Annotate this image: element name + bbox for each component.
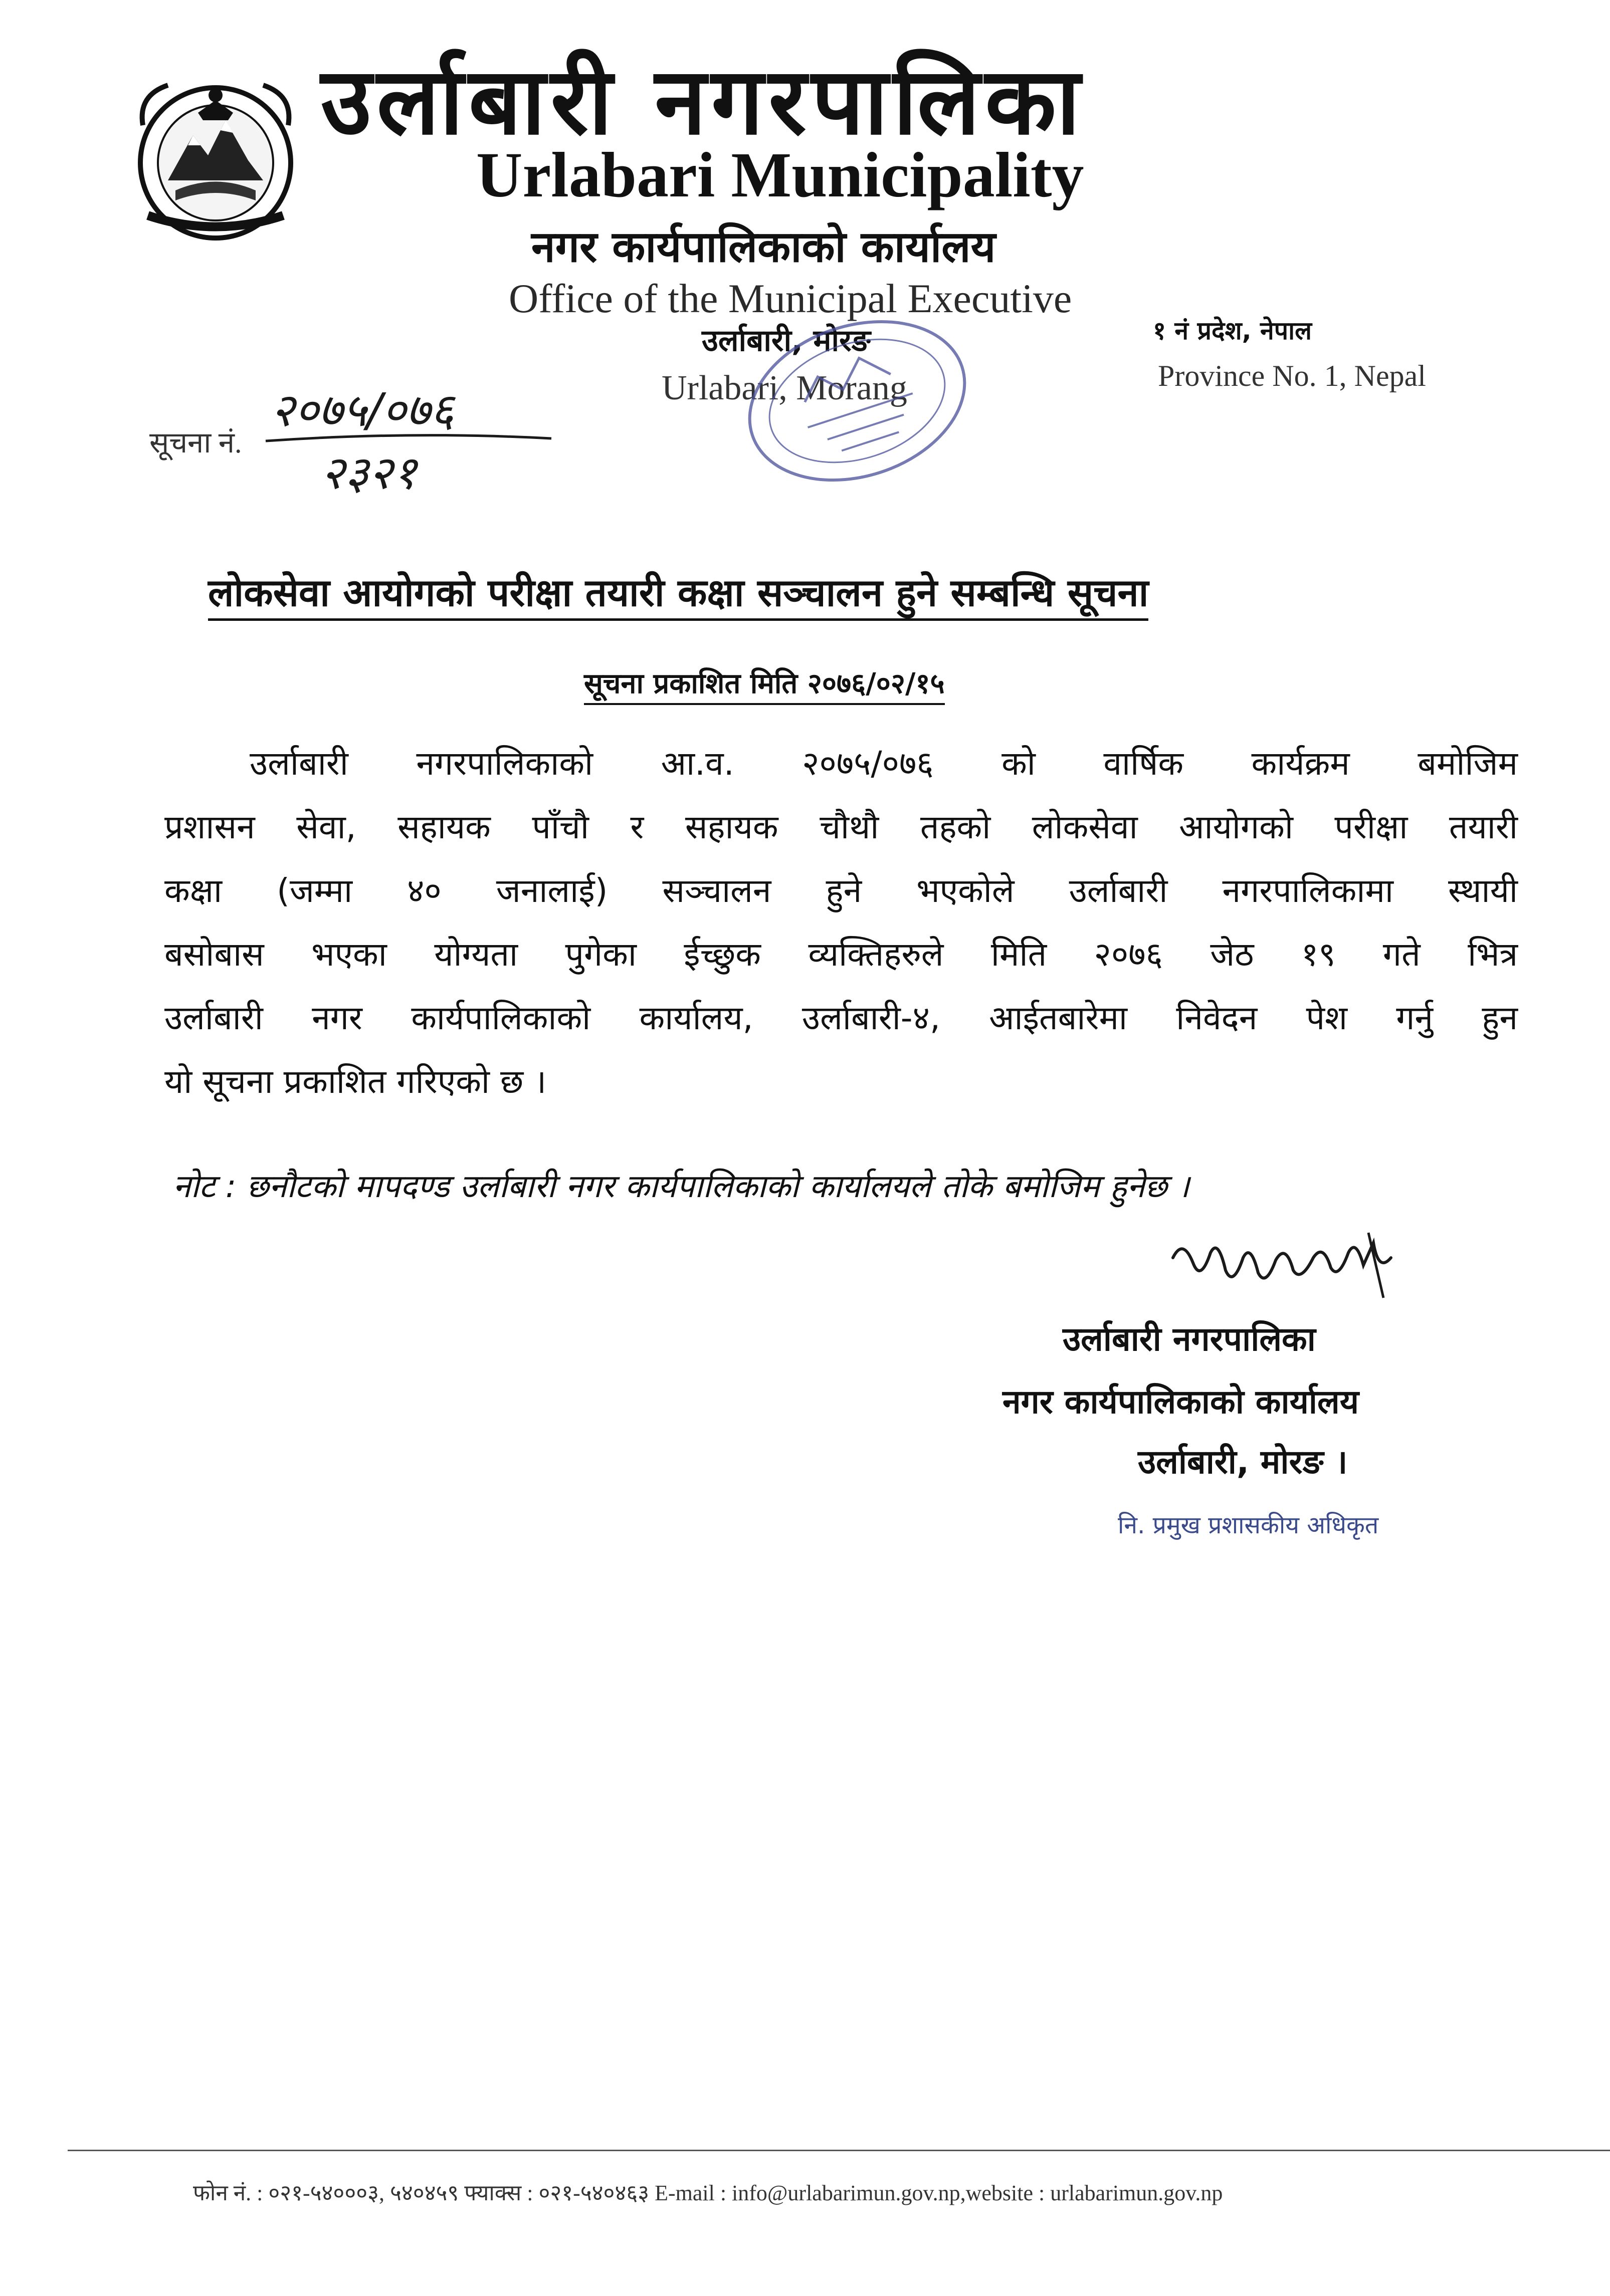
signoff-office: नगर कार्यपालिकाको कार्यालय [1002,1383,1359,1421]
body-line: यो सूचना प्रकाशित गरिएको छ । [164,1062,547,1101]
reference-number-line2: २३२१ [321,446,417,500]
selection-criteria-note: नोट : छनौटको मापदण्ड उर्लाबारी नगर कार्यपालिकाको कार्यालयले तोके बमोजिम हुनेछ । [173,1168,1190,1205]
notice-body [164,732,1518,1113]
nepal-emblem-icon [128,65,303,246]
place-english: Urlabari, Morang [662,369,907,407]
body-line: प्रशासन सेवा, सहायक पाँचौ र सहायक चौथौ तहको लोकसेवा आयोगको परीक्षा तयारी [164,808,1518,846]
office-name-nepali: नगर कार्यपालिकाको कार्यालय [531,222,996,272]
notice-subject: लोकसेवा आयोगको परीक्षा तयारी कक्षा सञ्चालन हुने सम्बन्धि सूचना [208,569,1148,621]
reference-label: सूचना नं. [149,426,242,459]
office-name-english: Office of the Municipal Executive [509,276,1072,321]
body-line: बसोबास भएका योग्यता पुगेका ईच्छुक व्यक्तिहरुले मिति २०७६ जेठ १९ गते भित्र [164,935,1518,974]
publish-date: सूचना प्रकाशित मिति २०७६/०२/१५ [584,666,945,705]
body-line: उर्लाबारी नगरपालिकाको आ.व. २०७५/०७६ को वार्षिक कार्यक्रम बमोजिम [250,744,1518,783]
body-line: कक्षा (जम्मा ४० जनालाई) सञ्चालन हुने भएकोले उर्लाबारी नगरपालिकामा स्थायी [164,871,1518,910]
place-nepali: उर्लाबारी, मोरङ [702,323,871,358]
letterhead-title-english: Urlabari Municipality [476,139,1084,210]
reference-number-handwritten [261,371,561,501]
signoff-org: उर्लाबारी नगरपालिका [1063,1320,1316,1358]
footer-divider [68,2150,1610,2151]
signoff-officer-title: नि. प्रमुख प्रशासकीय अधिकृत [1118,1511,1379,1539]
footer-contact: फोन नं. : ०२१-५४०००३, ५४०४५९ फ्याक्स : ०२१-५४०४६३ E-mail : info@urlabarimun.gov.np,website : urlabarimun.gov.np [193,2181,1223,2205]
reference-number-line1: २०७५/०७६ [271,383,454,437]
signoff-place: उर्लाबारी, मोरङ । [1138,1443,1348,1481]
body-line: उर्लाबारी नगर कार्यपालिकाको कार्यालय, उर्लाबारी-४, आईतबारेमा निवेदन पेश गर्नु हुन [164,999,1518,1037]
province-nepali: १ नं प्रदेश, नेपाल [1153,316,1312,345]
office-stamp-icon [727,311,987,491]
province-english: Province No. 1, Nepal [1158,359,1426,392]
letterhead-title-nepali: उर्लाबारी नगरपालिका [321,47,1086,155]
signature-mark [1163,1223,1403,1308]
